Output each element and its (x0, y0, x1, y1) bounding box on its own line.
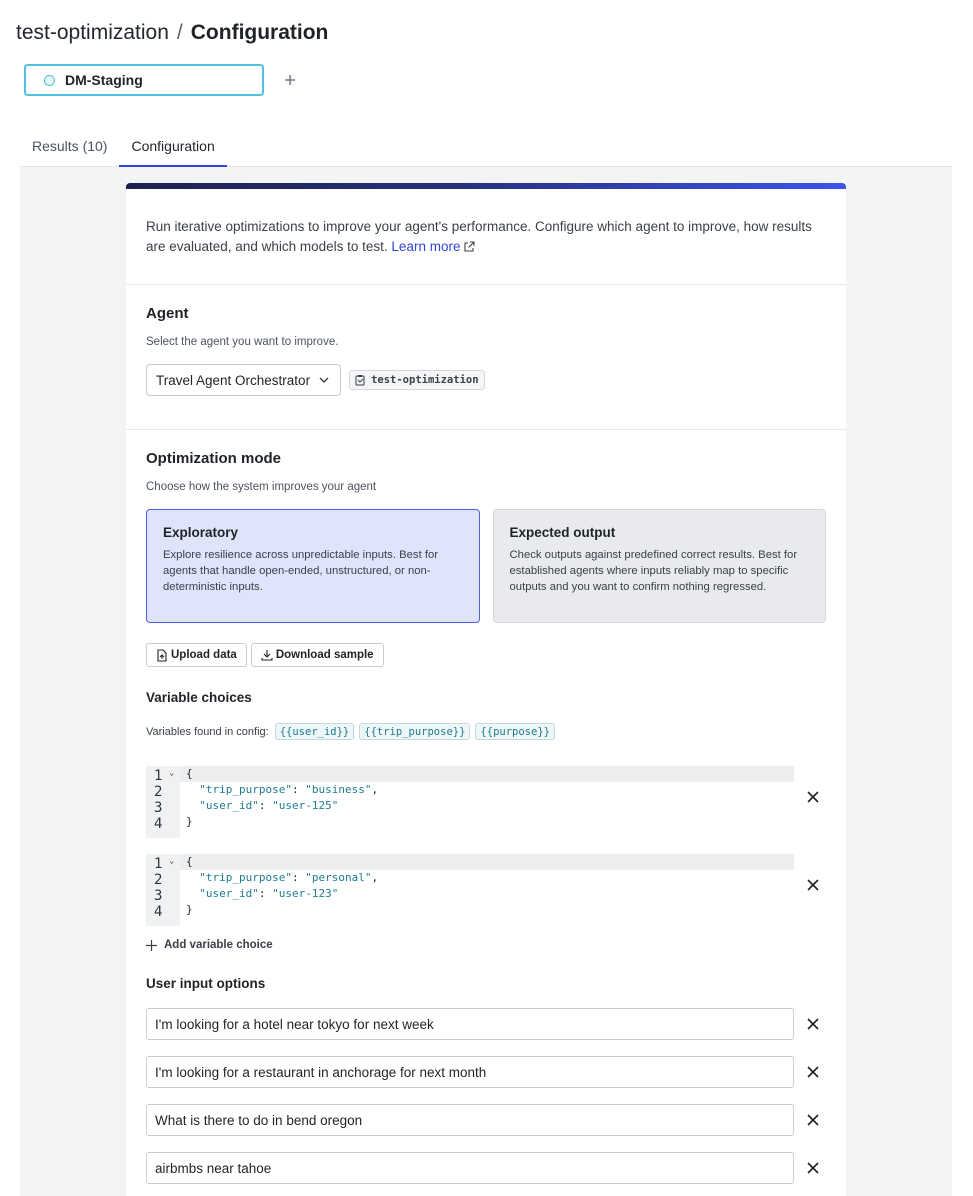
optimization-subtitle: Choose how the system improves your agent (146, 481, 377, 493)
mode-description: Check outputs against predefined correct results. Best for established agents where inputs reliably map to specific outputs and you want to confirm nothing regressed. (509, 549, 798, 593)
variables-found-label: Variables found in config: (146, 725, 269, 738)
mode-card-exploratory[interactable] (146, 509, 480, 623)
breadcrumb-project[interactable]: test-optimization (16, 21, 169, 44)
variable-chip: {{trip_purpose}} (359, 723, 470, 740)
environment-selector[interactable] (24, 64, 264, 96)
variable-choices-title: Variable choices (146, 690, 252, 705)
status-dot-icon (44, 75, 55, 86)
environment-row (24, 64, 298, 96)
mode-description: Explore resilience across unpredictable inputs. Best for agents that handle open-ended, unstructured, or non-deterministic inputs. (163, 549, 439, 593)
agent-title: Agent (146, 305, 189, 322)
chevron-down-icon (318, 374, 330, 386)
intro-text: Run iterative optimizations to improve your agent's performance. Configure which agent to improve, how results are evaluated, and which models to test. (146, 219, 812, 254)
environment-name: DM-Staging (65, 72, 143, 88)
variable-choice-editor[interactable]: 1 ⌄ 2 3 4 { "trip_purpose": "business", "user_id": "user-125" } (146, 766, 794, 838)
variable-chip: {{user_id}} (275, 723, 355, 740)
agent-dropdown[interactable] (146, 364, 341, 396)
learn-more-link[interactable]: Learn more (391, 239, 475, 254)
remove-input-icon[interactable] (806, 1017, 820, 1031)
agent-id-tag[interactable] (349, 370, 484, 390)
fold-chevron-icon[interactable]: ⌄ (169, 768, 175, 778)
user-input-field[interactable] (146, 1104, 794, 1136)
user-input-field[interactable] (146, 1056, 794, 1088)
upload-data-button[interactable]: Upload data (146, 643, 247, 667)
configuration-panel (126, 183, 846, 1196)
agent-selected-value: Travel Agent Orchestrator (156, 372, 311, 388)
tab-bar (20, 128, 952, 167)
remove-input-icon[interactable] (806, 1161, 820, 1175)
plus-icon (146, 940, 157, 951)
user-input-row (146, 1104, 794, 1136)
mode-title: Expected output (509, 525, 616, 540)
intro-section (126, 189, 846, 285)
user-input-options-title: User input options (146, 976, 266, 991)
agent-subtitle: Select the agent you want to improve. (146, 336, 339, 348)
breadcrumb-separator: / (176, 21, 183, 44)
user-input-row (146, 1008, 794, 1040)
add-variable-choice-button[interactable]: Add variable choice (146, 939, 826, 951)
user-input-row (146, 1152, 794, 1184)
upload-file-icon (156, 649, 168, 662)
remove-input-icon[interactable] (806, 1113, 820, 1127)
optimization-section (126, 430, 846, 1184)
external-link-icon (463, 241, 475, 253)
breadcrumb (16, 18, 328, 48)
download-sample-button[interactable]: Download sample (251, 643, 384, 667)
user-input-field[interactable] (146, 1008, 794, 1040)
remove-variable-choice-icon[interactable] (806, 878, 820, 892)
variable-choice-editor[interactable]: 1 ⌄ 2 3 4 { "trip_purpose": "personal", "user_id": "user-123" } (146, 854, 794, 926)
remove-variable-choice-icon[interactable] (806, 790, 820, 804)
variables-found (146, 723, 826, 740)
user-input-row (146, 1056, 794, 1088)
copy-icon (355, 374, 366, 386)
agent-section (126, 285, 846, 430)
page-title: Configuration (190, 21, 329, 44)
tab-results[interactable]: Results (10) (32, 138, 108, 154)
mode-title: Exploratory (163, 525, 239, 540)
remove-input-icon[interactable] (806, 1065, 820, 1079)
download-icon (261, 649, 273, 661)
fold-chevron-icon[interactable]: ⌄ (169, 856, 175, 866)
variable-chip: {{purpose}} (475, 723, 555, 740)
plus-icon[interactable] (282, 69, 298, 92)
mode-card-expected-output[interactable] (493, 509, 827, 623)
tab-configuration[interactable]: Configuration (119, 128, 226, 167)
optimization-title: Optimization mode (146, 450, 281, 467)
user-input-field[interactable] (146, 1152, 794, 1184)
agent-tag-label: test-optimization (371, 374, 479, 386)
